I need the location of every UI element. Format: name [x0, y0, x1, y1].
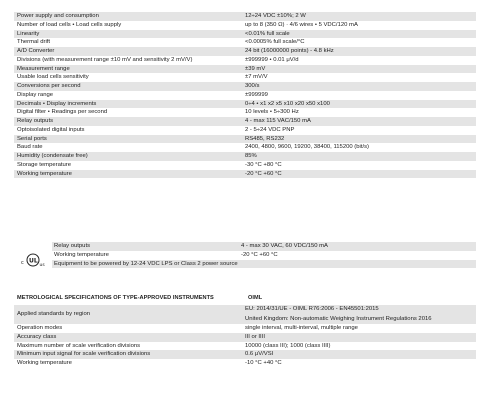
row-value: 300/s: [245, 83, 260, 89]
row-label: Relay outputs: [54, 243, 91, 249]
row-value: ±7 mV/V: [245, 74, 268, 81]
row-value: ±39 mV: [245, 65, 266, 72]
metrological-title: METROLOGICAL SPECIFICATIONS OF TYPE-APPROVED INSTRUMENTS: [17, 295, 214, 301]
table-row: [14, 108, 476, 117]
row-label: Applied standards by region: [17, 311, 91, 317]
svg-text:c: c: [21, 260, 24, 266]
row-value: 0÷4 • x1 x2 x5 x10 x20 x50 x100: [245, 100, 330, 107]
row-label: Display range: [17, 91, 54, 98]
row-value: 10 levels • 5÷300 Hz: [245, 109, 299, 116]
row-value: -20 °C +60 °C: [245, 170, 282, 177]
row-value: [245, 305, 476, 324]
standards-line-uk: United Kingdom: Non-automatic Weighing Instrument Regulations 2016: [245, 315, 432, 322]
metrological-title-value: OIML: [248, 295, 263, 301]
table-row: [14, 333, 476, 342]
row-label: Working temperature: [17, 360, 72, 366]
svg-text:us: us: [39, 263, 45, 268]
row-label: Divisions (with measurement range ±10 mV and sensitivity 2 mV/V): [17, 56, 193, 63]
row-label: Operation modes: [17, 325, 63, 331]
row-value: ±999999: [245, 91, 268, 98]
row-label: Linearity: [17, 30, 40, 37]
row-value: -10 °C +40 °C: [245, 360, 282, 366]
table-row: [14, 170, 476, 179]
row-value: 2 - 5÷24 VDC PNP: [245, 126, 295, 133]
row-label: Humidity (condensate free): [17, 153, 88, 159]
table-row: [14, 126, 476, 135]
row-value: 0.6 μV/VSI: [245, 351, 274, 358]
table-row: [14, 161, 476, 170]
row-value: RS485, RS232: [245, 135, 285, 142]
row-label: Conversions per second: [17, 83, 81, 89]
row-label: Baud rate: [17, 144, 43, 151]
table-row: [14, 135, 476, 144]
row-value: III or IIII: [245, 333, 265, 340]
row-label: Power supply and consumption: [17, 13, 99, 19]
row-value: 12÷24 VDC ±10%; 2 W: [245, 13, 306, 19]
row-value: 4 - max 115 VAC/150 mA: [245, 118, 311, 124]
metrological-specs-table: [14, 305, 476, 368]
table-row: [52, 251, 476, 260]
ul-listed-logo-icon: [14, 242, 52, 278]
row-label: Maximum number of scale verification divisions: [17, 342, 141, 349]
row-label: Thermal drift: [17, 39, 51, 46]
row-value: 85%: [245, 153, 257, 159]
row-label: Decimals • Display increments: [17, 100, 97, 107]
table-row: [14, 38, 476, 47]
table-row: [14, 73, 476, 82]
row-label: Working temperature: [54, 251, 109, 258]
row-label: Measurement range: [17, 65, 70, 72]
row-label: Number of load cells • Load cells supply: [17, 21, 122, 28]
table-row: [14, 305, 476, 324]
row-label: Relay outputs: [17, 118, 54, 124]
table-row: [14, 342, 476, 351]
table-row: [52, 260, 476, 269]
table-row: [52, 242, 476, 251]
table-row: [14, 324, 476, 333]
table-row: [14, 65, 476, 74]
row-label: Working temperature: [17, 170, 72, 177]
table-row: [14, 47, 476, 56]
ul-specs-table: [52, 242, 476, 268]
table-row: [14, 56, 476, 65]
metrological-section-header: [14, 292, 476, 304]
table-row: [14, 82, 476, 91]
row-value: single interval, multi-interval, multiple range: [245, 325, 358, 331]
technical-specs-table: [14, 12, 476, 178]
table-row: [14, 21, 476, 30]
table-row: [14, 12, 476, 21]
row-label: Storage temperature: [17, 161, 72, 168]
row-value: 2400, 4800, 9600, 19200, 38400, 115200 (bit/s): [245, 144, 370, 151]
table-row: [14, 117, 476, 126]
row-value: ±999999 • 0.01 μV/d: [245, 56, 299, 63]
row-label: Serial ports: [17, 135, 47, 142]
row-label: Digital filter • Readings per second: [17, 109, 108, 116]
row-value: 4 - max 30 VAC, 60 VDC/150 mA: [241, 243, 328, 249]
row-label: Accuracy class: [17, 333, 57, 340]
row-label: Optoisolated digital inputs: [17, 126, 85, 133]
table-row: [14, 91, 476, 100]
row-value: -30 °C +80 °C: [245, 161, 282, 168]
row-value: -20 °C +60 °C: [241, 251, 278, 258]
row-label: Equipment to be powered by 12-24 VDC LPS or Class 2 power source: [54, 260, 238, 267]
table-row: [14, 143, 476, 152]
row-value: <0.01% full scale: [245, 30, 290, 37]
row-value: <0.0005% full scale/°C: [245, 39, 305, 46]
table-row: [14, 100, 476, 109]
row-value: 10000 (class III); 1000 (class IIII): [245, 342, 331, 349]
table-row: [14, 152, 476, 161]
ul-certification-block: [14, 242, 476, 278]
standards-line-eu: EU: 2014/31/UE - OIML R76:2006 - EN45501:2015: [245, 306, 379, 312]
row-label: A/D Converter: [17, 48, 55, 54]
row-value: [238, 260, 476, 269]
table-row: [14, 350, 476, 359]
table-row: [14, 359, 476, 368]
svg-text:UL: UL: [29, 257, 38, 265]
row-label: Usable load cells sensitivity: [17, 74, 89, 81]
row-value: up to 8 (350 Ω) · 4/6 wires • 5 VDC/120 mA: [245, 21, 358, 28]
row-label: Minimum input signal for scale verification divisions: [17, 351, 151, 358]
row-value: 24 bit (16000000 points) - 4.8 kHz: [245, 48, 334, 54]
table-row: [14, 30, 476, 39]
